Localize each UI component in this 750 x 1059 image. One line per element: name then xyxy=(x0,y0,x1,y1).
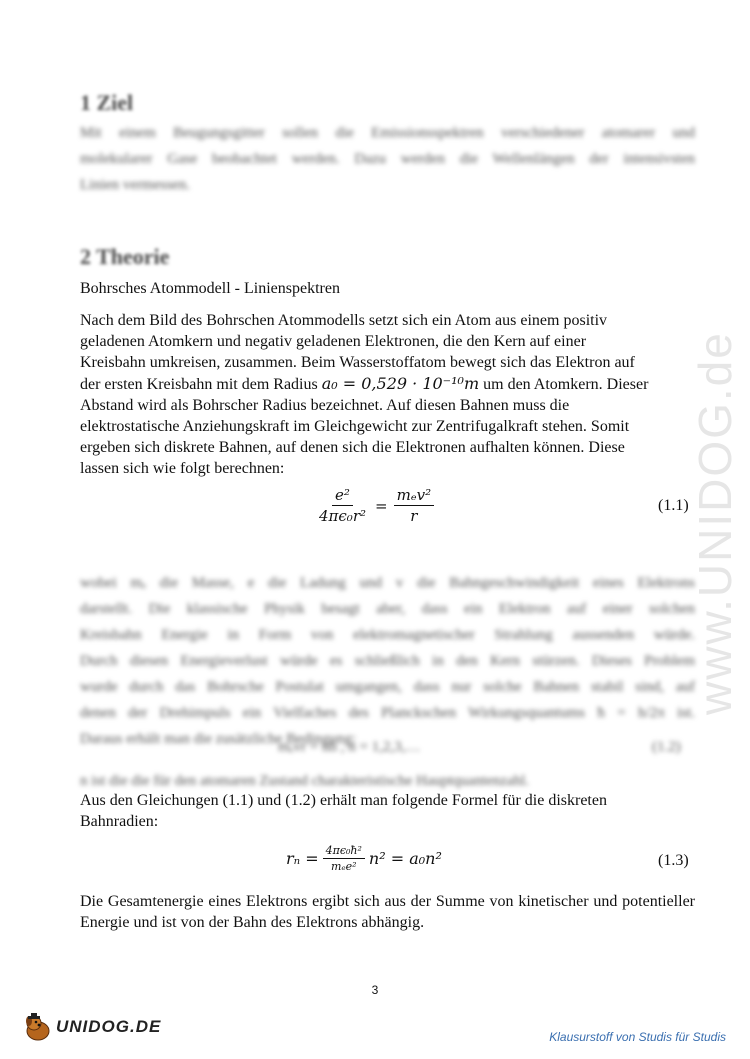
equation-rhs: n² = a₀n² xyxy=(368,849,442,868)
equation-number-1-1: (1.1) xyxy=(658,497,689,514)
blurred-line: Durch diesen Energieverlust würde es schließlich in den Kern stürzen. Dieses Problem xyxy=(80,653,695,669)
blurred-line: Daraus erhält man die zusätzliche Bedingung: xyxy=(80,731,357,747)
numerator: e² xyxy=(332,486,353,506)
numerator: mₑv² xyxy=(394,486,435,506)
text-line: Abstand wird als Bohrscher Radius bezeichnet. Auf diesen Bahnen muss die xyxy=(80,397,570,414)
denominator: 4πϵ₀r² xyxy=(319,507,366,525)
logo-text: UNIDOG.DE xyxy=(56,1017,162,1036)
paragraph-bohr-model xyxy=(80,310,648,479)
equation-1-3 xyxy=(286,844,442,873)
equation-1-1 xyxy=(316,486,434,525)
fraction xyxy=(316,486,369,525)
text-fragment: der ersten Kreisbahn mit dem Radius xyxy=(80,376,318,393)
text-line: ergeben sich diskrete Bahnen, auf denen sich die Elektronen aufhalten können. Diese xyxy=(80,439,625,456)
bohr-radius-formula: a₀ = 0,529 · 10⁻¹⁰m xyxy=(321,374,480,393)
blurred-line: molekularer Gase beobachtet werden. Dazu werden die Wellenlängen der intensivsten xyxy=(80,151,695,167)
text-line: Nach dem Bild des Bohrschen Atommodells setzt sich ein Atom aus einem positiv xyxy=(80,312,608,329)
equation-number-1-2: (1.2) xyxy=(652,739,681,755)
section-1-heading: 1 Ziel xyxy=(80,90,134,115)
denominator: r xyxy=(410,507,418,525)
equation-lhs: rₙ = xyxy=(286,849,319,868)
section-2-heading: 2 Theorie xyxy=(80,244,170,269)
blurred-line: n ist die die für den atomaren Zustand charakteristische Hauptquantenzahl. xyxy=(80,773,530,789)
text-line: elektrostatische Anziehungskraft im Gleichgewicht zur Zentrifugalkraft stehen. Somit xyxy=(80,418,630,435)
fraction xyxy=(394,486,435,525)
fraction xyxy=(323,844,365,873)
text-line xyxy=(80,373,648,395)
blurred-line: denen der Drehimpuls ein Vielfaches des Planckschen Wirkungsquantums ħ = h/2π ist. xyxy=(80,705,695,721)
blurred-line: darstellt. Die klassische Physik besagt aber, dass ein Elektron auf einer solchen xyxy=(80,601,695,617)
text-line: Bahnradien: xyxy=(80,813,159,830)
blurred-paragraph xyxy=(80,570,695,752)
dog-mascot-icon xyxy=(22,1012,54,1042)
section-subtitle: Bohrsches Atommodell - Linienspektren xyxy=(80,280,340,297)
equals-sign: = xyxy=(375,496,388,515)
paragraph-energy: Die Gesamtenergie eines Elektrons ergibt sich aus der Summe von kinetischer und potentieller Energie und ist von der Bahn des Elektrons abhängig. xyxy=(80,893,695,931)
blurred-line: wobei mₑ die Masse, e die Ladung und v die Bahngeschwindigkeit eines Elektrons xyxy=(80,575,695,591)
footer-logo xyxy=(22,1012,161,1042)
blurred-line: Kreisbahn Energie in Form von elektromagnetischer Strahlung aussenden würde. xyxy=(80,627,695,643)
blurred-line: Linien vermessen. xyxy=(80,177,190,193)
denominator: mₑe² xyxy=(330,860,357,873)
text-fragment: um den Atomkern. Dieser xyxy=(483,376,649,393)
section-1-body xyxy=(80,120,695,198)
text-line: Kreisbahn umkreisen, zusammen. Beim Wasserstoffatom bewegt sich das Elektron auf xyxy=(80,354,635,371)
text-line: lassen sich wie folgt berechnen: xyxy=(80,460,285,477)
text-line: geladenen Atomkern und negativ geladenen Elektronen, die den Kern auf einer xyxy=(80,333,587,350)
paragraph-equations xyxy=(80,790,607,832)
watermark: www.UNIDOG.de xyxy=(689,331,741,715)
page-number: 3 xyxy=(371,983,379,997)
blurred-line: Mit einem Beugungsgitter sollen die Emissionsspektren verschiedener atomarer und xyxy=(80,125,695,141)
equation-1-2: mₑvr = nħ , n = 1,2,3,… xyxy=(278,739,421,755)
text-line: Aus den Gleichungen (1.1) und (1.2) erhält man folgende Formel für die diskreten xyxy=(80,792,607,809)
equation-number-1-3: (1.3) xyxy=(658,852,689,869)
blurred-line: wurde durch das Bohrsche Postulat umgangen, dass nur solche Bahnen stabil sind, auf xyxy=(80,679,695,695)
numerator: 4πϵ₀ħ² xyxy=(323,844,365,859)
footer-tagline: Klausurstoff von Studis für Studis xyxy=(549,1030,726,1044)
